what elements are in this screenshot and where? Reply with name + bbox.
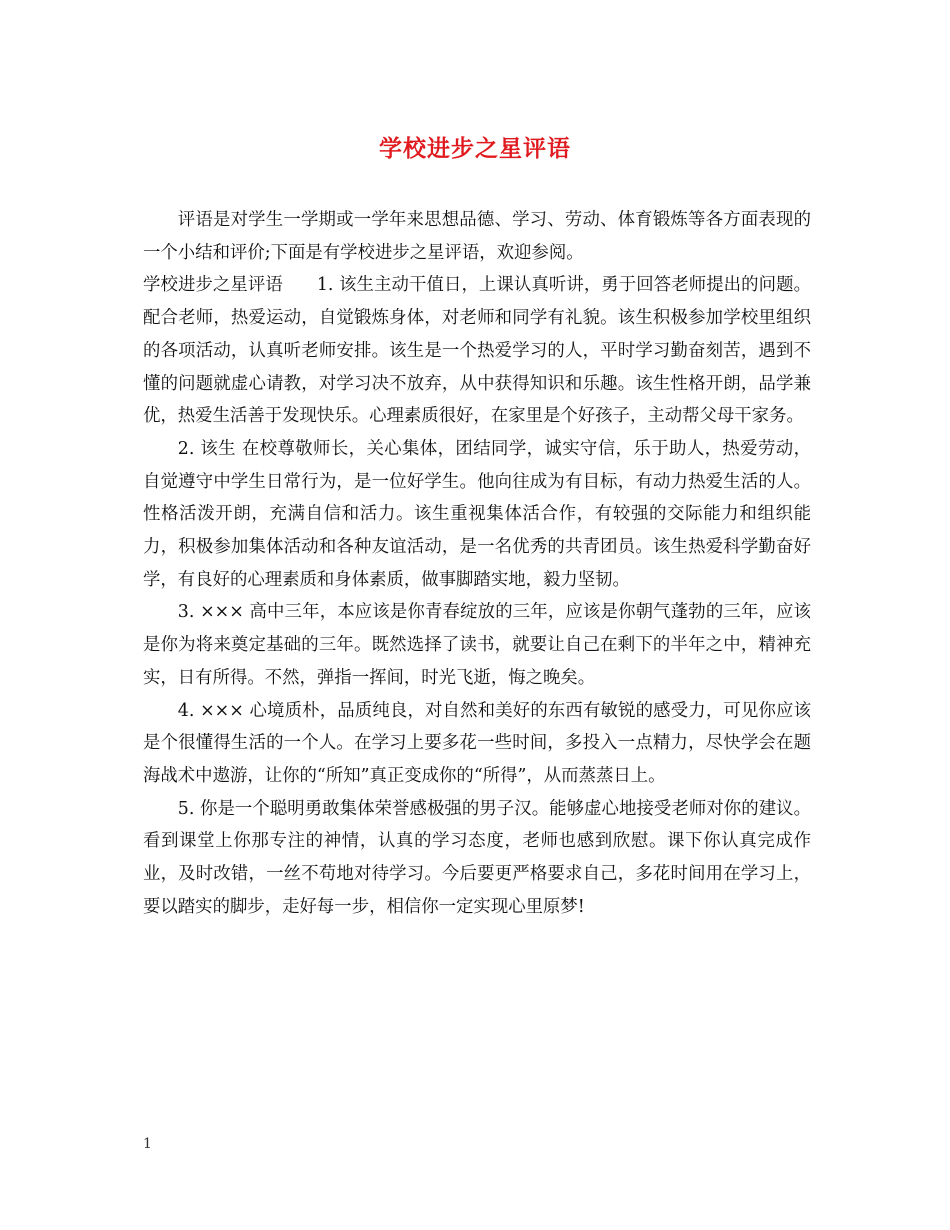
document-body	[143, 204, 811, 923]
comment-paragraph-5: 5. 你是一个聪明勇敢集体荣誉感极强的男子汉。能够虚心地接受老师对你的建议。看到课堂上你那专注的神情，认真的学习态度，老师也感到欣慰。课下你认真完成作业，及时改错，一丝不苟地对待学习。今后要更严格要求自己，多花时间用在学习上，要以踏实的脚步，走好每一步，相信你一定实现心里原梦!	[143, 798, 811, 917]
comment-paragraph-1	[143, 269, 811, 433]
intro-paragraph: 评语是对学生一学期或一学年来思想品德、学习、劳动、体育锻炼等各方面表现的一个小结和评价;下面是有学校进步之星评语，欢迎参阅。	[143, 210, 811, 263]
document-title: 学校进步之星评语	[379, 135, 571, 162]
comment-paragraph-3: 3. ××× 高中三年，本应该是你青春绽放的三年，应该是你朝气蓬勃的三年，应该是你为将来奠定基础的三年。既然选择了读书，就要让自己在剩下的半年之中，精神充实，日有所得。不然，弹指一挥间，时光飞逝，悔之晚矣。	[143, 602, 811, 688]
comment-1-text: 1. 该生主动干值日，上课认真听讲，勇于回答老师提出的问题。配合老师，热爱运动，自觉锻炼身体，对老师和同学有礼貌。该生积极参加学校里组织的各项活动，认真听老师安排。该生是一个热爱学习的人，平时学习勤奋刻苦，遇到不懂的问题就虚心请教，对学习决不放弃，从中获得知识和乐趣。该生性格开朗，品学兼优，热爱生活善于发现快乐。心理素质很好，在家里是个好孩子，主动帮父母干家务。	[143, 275, 811, 427]
comment-paragraph-4: 4. ××× 心境质朴，品质纯良，对自然和美好的东西有敏锐的感受力，可见你应该是个很懂得生活的一个人。在学习上要多花一些时间，多投入一点精力，尽快学会在题海战术中遨游，让你的“所知”真正变成你的“所得”，从而蒸蒸日上。	[143, 700, 811, 786]
comment-paragraph-2: 2. 该生 在校尊敬师长，关心集体，团结同学，诚实守信，乐于助人，热爱劳动，自觉遵守中学生日常行为，是一位好学生。他向往成为有目标，有动力热爱生活的人。性格活泼开朗，充满自信和活力。该生重视集体活合作，有较强的交际能力和组织能力，积极参加集体活动和各种友谊活动，是一名优秀的共青团员。该生热爱科学勤奋好学，有良好的心理素质和身体素质，做事脚踏实地，毅力坚韧。	[143, 438, 811, 590]
page-number: 1	[143, 1136, 152, 1152]
section-heading: 学校进步之星评语	[143, 275, 283, 296]
